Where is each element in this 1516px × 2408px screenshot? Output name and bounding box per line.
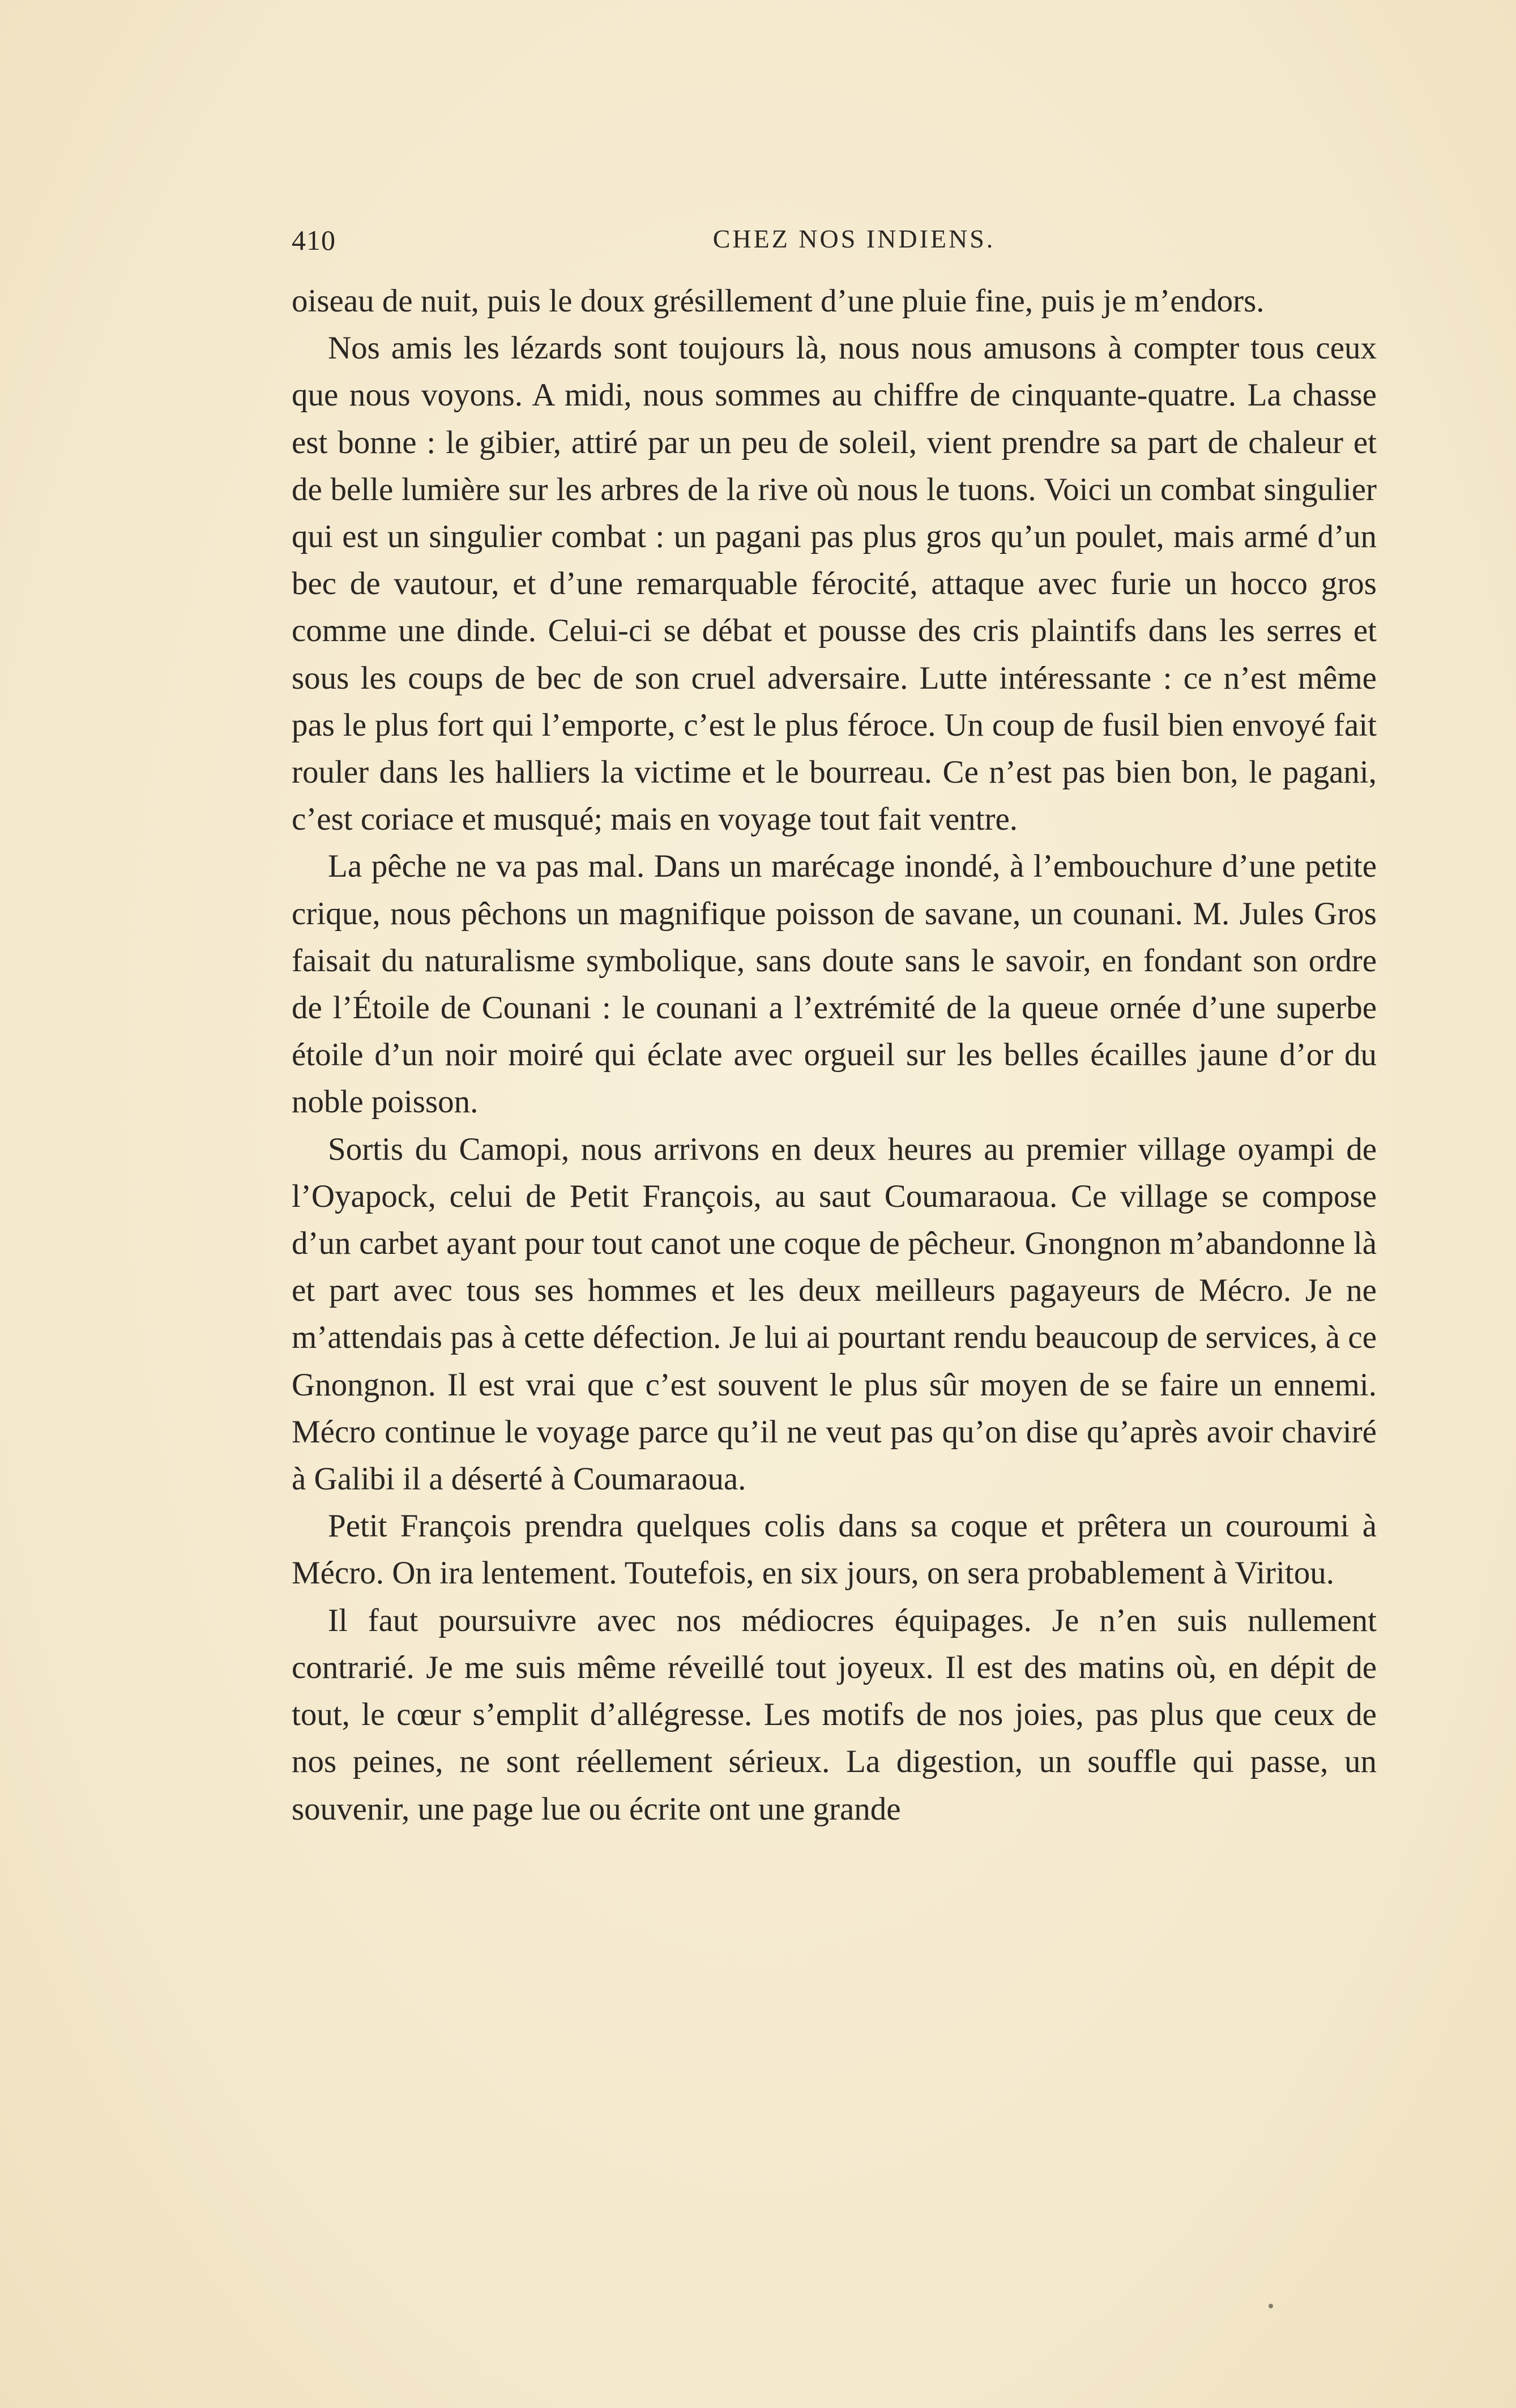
paragraph: Nos amis les lézards sont toujours là, nous nous amusons à compter tous ceux que nous voyons. A midi, nous sommes au chiffre de cinquante-quatre. La chasse est bonne : le gibier, attiré par un peu de soleil, vient prendre sa part de chaleur et de belle lumière sur les arbres de la rive où nous le tuons. Voici un combat singulier qui est un singulier combat : un pagani pas plus gros qu’un poulet, mais armé d’un bec de vautour, et d’une remarquable férocité, attaque avec furie un hocco gros comme une dinde. Celui-ci se débat et pousse des cris plaintifs dans les serres et sous les coups de bec de son cruel adversaire. Lutte intéressante : ce n’est même pas le plus fort qui l’emporte, c’est le plus féroce. Un coup de fusil bien envoyé fait rouler dans les halliers la victime et le bourreau. Ce n’est pas bien bon, le pagani, c’est coriace et musqué; mais en voyage tout fait ventre. bbox=[292, 330, 1377, 838]
paper-speck bbox=[1269, 2304, 1273, 2308]
running-title: CHEZ NOS INDIENS. bbox=[712, 224, 996, 253]
paragraph: Il faut poursuivre avec nos médiocres équipages. Je n’en suis nullement contrarié. Je me suis même réveillé tout joyeux. Il est des matins où, en dépit de tout, le cœur s’emplit d’allégresse. Les motifs de nos joies, pas plus que ceux de nos peines, ne sont réellement sérieux. La digestion, un souffle qui passe, un souvenir, une page lue ou écrite ont une grande bbox=[292, 1602, 1377, 1827]
body-text bbox=[292, 277, 1377, 1833]
paragraph: La pêche ne va pas mal. Dans un marécage inondé, à l’embouchure d’une petite crique, nous pêchons un magnifique poisson de savane, un counani. M. Jules Gros faisait du naturalisme symbolique, sans doute sans le savoir, en fondant son ordre de l’Étoile de Counani : le counani a l’extrémité de la queue ornée d’une superbe étoile d’un noir moiré qui éclate avec orgueil sur les belles écailles jaune d’or du noble poisson. bbox=[292, 848, 1377, 1120]
running-head bbox=[292, 224, 1377, 275]
paragraph: Petit François prendra quelques colis dans sa coque et prêtera un couroumi à Mécro. On ira lentement. Toutefois, en six jours, on sera probablement à Viritou. bbox=[292, 1508, 1377, 1591]
paragraph-continuation: oiseau de nuit, puis le doux grésillement d’une pluie fine, puis je m’endors. bbox=[292, 283, 1265, 319]
page-number: 410 bbox=[292, 224, 336, 256]
paragraph: Sortis du Camopi, nous arrivons en deux heures au premier village oyampi de l’Oyapock, celui de Petit François, au saut Coumaraoua. Ce village se compose d’un carbet ayant pour tout canot une coque de pêcheur. Gnongnon m’abandonne là et part avec tous ses hommes et les deux meilleurs pagayeurs de Mécro. Je ne m’attendais pas à cette défection. Je lui ai pourtant rendu beaucoup de services, à ce Gnongnon. Il est vrai que c’est souvent le plus sûr moyen de se faire un ennemi. Mécro continue le voyage parce qu’il ne veut pas qu’on dise qu’après avoir chaviré à Galibi il a déserté à Coumaraoua. bbox=[292, 1131, 1377, 1497]
